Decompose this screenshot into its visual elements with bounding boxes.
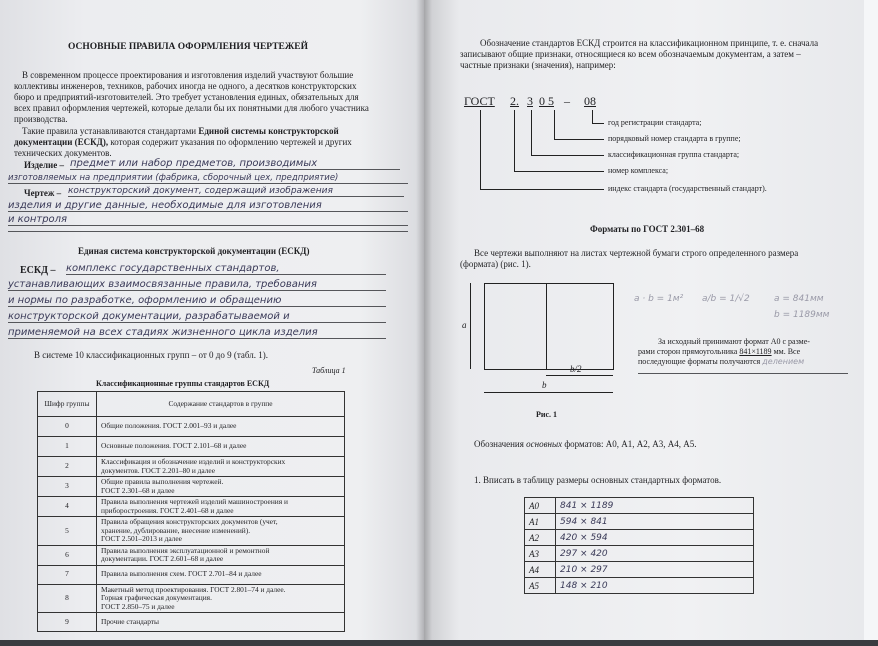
table-row: [525, 546, 754, 562]
designations-line: [474, 439, 696, 450]
text: которая содержит указания по оформлению чертежей и других: [110, 137, 352, 147]
text: технических документов.: [14, 148, 112, 158]
format-name: А0: [525, 498, 556, 514]
leader-line: [531, 110, 532, 156]
leader-line: [514, 171, 604, 172]
table-cell-text: Правила выполнения эксплуатационной и ремонтной документации. ГОСТ 2.601–68 и далее: [97, 545, 345, 565]
table-row: [38, 497, 345, 517]
text: форматов: А0, А1, А2, А3, А4, А5.: [564, 439, 697, 449]
intro-line: всех правил оформления чертежей, которые делали бы их понятными для любого участника: [14, 103, 369, 113]
dim-b-label: b: [542, 380, 547, 390]
format-size[interactable]: 148 × 210: [556, 578, 754, 594]
page-title: ОСНОВНЫЕ ПРАВИЛА ОФОРМЛЕНИЯ ЧЕРТЕЖЕЙ: [68, 42, 308, 52]
gost-part-number: 0 5: [539, 94, 554, 108]
intro-paragraph: [14, 70, 409, 125]
izdelie-handwriting: изготовляемых на предприятии (фабрика, сборочный цех, предприятие): [8, 173, 408, 184]
format-name: А2: [525, 530, 556, 546]
classes-line: В системе 10 классификационных групп – от 0 до 9 (табл. 1).: [34, 350, 269, 360]
chertezh-handwriting: изделия и другие данные, необходимые для изготовления: [8, 200, 408, 212]
table-cell-text: Прочие стандарты: [97, 613, 345, 632]
a0-paragraph: [638, 337, 858, 374]
intro-line: В современном процессе проектирования и изготовления изделий участвуют большие: [22, 70, 354, 80]
text: За исходный принимают формат А0 с разме-: [658, 337, 810, 346]
table-cell-code: 2: [38, 457, 97, 477]
dimension-line-b2: [546, 375, 613, 376]
table-row: [525, 530, 754, 546]
format-size[interactable]: 594 × 841: [556, 514, 754, 530]
table-cell-text: Общие положения. ГОСТ 2.001–93 и далее: [97, 417, 345, 437]
izdelie-handwriting: предмет или набор предметов, производимых: [70, 158, 400, 170]
text: рами сторон прямоугольника: [638, 347, 738, 356]
table-cell-code: 7: [38, 565, 97, 584]
table-cell-code: 9: [38, 613, 97, 632]
section-title: Форматы по ГОСТ 2.301–68: [590, 224, 705, 234]
table-caption: Таблица 1: [312, 366, 346, 375]
text: Все чертежи выполняют на листах чертежной бумаги строго определенного размера: [474, 248, 799, 258]
table-row: [38, 437, 345, 457]
format-size[interactable]: 210 × 297: [556, 562, 754, 578]
blank-line: [638, 367, 848, 374]
intro-line: частные признаки (значения), например:: [460, 60, 616, 70]
table-row: [38, 584, 345, 613]
table-cell-code: 0: [38, 417, 97, 437]
half-divider: [546, 283, 547, 369]
leader-line: [531, 155, 604, 156]
table-row: [38, 417, 345, 437]
left-page: [0, 0, 424, 640]
table-row: [38, 545, 345, 565]
dim-a-label: a: [462, 320, 467, 330]
hand-formula: a = 841мм: [774, 294, 824, 304]
figure-caption: Рис. 1: [536, 410, 558, 419]
gost-label: порядковый номер стандарта в группе;: [608, 134, 741, 143]
dimension-line-b: [484, 392, 613, 393]
eskd-handwriting: конструкторской документации, разрабатываемой и: [8, 311, 386, 323]
text: (формата) (рис. 1).: [460, 259, 531, 269]
table-title: Классификационные группы стандартов ЕСКД: [96, 379, 270, 388]
bold-text: документации (ЕСКД),: [14, 137, 109, 147]
dim-b2-label: b/2: [570, 364, 582, 374]
leader-line: [592, 110, 593, 124]
format-size[interactable]: 420 × 594: [556, 530, 754, 546]
eskd-handwriting: применяемой на всех стадиях жизненного цикла изделия: [8, 327, 386, 339]
intro-line: бюро и предприятий-изготовителей. Это требует установления единых, обязательных для: [14, 92, 359, 102]
gost-label: индекс стандарта (государственный стандарт).: [608, 184, 767, 193]
hand-formula: b = 1189мм: [774, 310, 830, 320]
gost-part-year: 08: [584, 94, 596, 108]
eskd-handwriting: комплекс государственных стандартов,: [66, 263, 386, 275]
eskd-handwriting: и нормы по разработке, оформлению и обращению: [8, 295, 386, 307]
gost-intro: [460, 38, 860, 71]
chertezh-handwriting: и контроля: [8, 214, 408, 226]
izdelie-label: Изделие –: [24, 160, 64, 170]
leader-line: [554, 139, 604, 140]
table-row: [525, 578, 754, 594]
a0-size: 841×1189: [739, 347, 772, 356]
table-header-row: [38, 392, 345, 417]
table-cell-text: Основные положения. ГОСТ 2.101–68 и далее: [97, 437, 345, 457]
format-name: А5: [525, 578, 556, 594]
table-cell-text: Макетный метод проектирования. ГОСТ 2.801–74 и далее. Горная графическая документация. ГОСТ 2.850–75 и далее: [97, 584, 345, 613]
format-size[interactable]: 841 × 1189: [556, 498, 754, 514]
formats-paragraph: [460, 248, 860, 270]
gost-label: номер комплекса;: [608, 166, 669, 175]
eskd-intro-paragraph: [14, 126, 409, 159]
gost-label: год регистрации стандарта;: [608, 118, 702, 127]
table-cell-text: Общие правила выполнения чертежей. ГОСТ 2.301–68 и далее: [97, 477, 345, 497]
leader-line: [554, 110, 555, 140]
blank-line: [8, 230, 408, 232]
text: мм. Все: [773, 347, 801, 356]
column-header: Содержание стандартов в группе: [97, 392, 345, 417]
gost-label: классификационная группа стандарта;: [608, 150, 740, 159]
intro-line: коллективы инженеров, техников, рабочих иногда не одного, а десятков конструкторских: [14, 81, 357, 91]
format-sheet: [484, 283, 614, 370]
table-cell-text: Правила обращения конструкторских документов (учет, хранение, дублирование, внесение изменений). ГОСТ 2.501–2013 и далее: [97, 517, 345, 546]
intro-line: производства.: [14, 114, 68, 124]
book-spine: [416, 0, 432, 640]
gost-part-index: ГОСТ: [464, 94, 495, 108]
table-row: [38, 477, 345, 497]
table-row: [38, 613, 345, 632]
gost-part-dash: –: [564, 94, 570, 108]
leader-line: [514, 110, 515, 172]
a0-handwriting: делением: [762, 357, 805, 366]
classification-table: [37, 391, 345, 632]
table-cell-text: Правила выполнения схем. ГОСТ 2.701–84 и далее: [97, 565, 345, 584]
table-cell-code: 6: [38, 545, 97, 565]
table-row: [38, 565, 345, 584]
eskd-label: ЕСКД –: [20, 265, 56, 276]
table-cell-code: 3: [38, 477, 97, 497]
leader-line: [592, 123, 604, 124]
format-name: А4: [525, 562, 556, 578]
table-row: [525, 514, 754, 530]
bold-text: Единой системы конструкторской: [198, 126, 339, 136]
section-title: Единая система конструкторской документации (ЕСКД): [78, 246, 310, 256]
task-line: 1. Вписать в таблицу размеры основных стандартных форматов.: [474, 475, 722, 485]
format-name: А3: [525, 546, 556, 562]
text: Такие правила устанавливаются стандартами: [22, 126, 197, 136]
table-row: [525, 562, 754, 578]
table-cell-code: 1: [38, 437, 97, 457]
eskd-handwriting: устанавливающих взаимосвязанные правила, требования: [8, 279, 386, 291]
column-header: Шифр группы: [38, 392, 97, 417]
text: последующие форматы получаются: [638, 357, 761, 366]
text: Обозначения: [474, 439, 524, 449]
italic-text: основных: [526, 439, 563, 449]
table-row: [525, 498, 754, 514]
hand-formula: a/b = 1/√2: [702, 294, 750, 304]
intro-line: Обозначение стандартов ЕСКД строится на классификационном принципе, т. е. сначала: [480, 38, 819, 48]
table-cell-text: Правила выполнения чертежей изделий машиностроения и приборостроения. ГОСТ 2.401–68 и далее: [97, 497, 345, 517]
gost-part-complex: 2.: [510, 94, 519, 108]
hand-formula: a · b = 1м²: [634, 294, 684, 304]
intro-line: записывают общие признаки, относящиеся ко всем обозначаемым документам, а затем –: [460, 49, 801, 59]
table-cell-code: 4: [38, 497, 97, 517]
table-row: [38, 517, 345, 546]
dimension-line-a: [470, 283, 471, 369]
table-cell-code: 5: [38, 517, 97, 546]
page-edge: [864, 0, 878, 640]
table-cell-code: 8: [38, 584, 97, 613]
chertezh-handwriting: конструкторский документ, содержащий изображения: [68, 186, 404, 197]
right-page: [424, 0, 864, 640]
gost-part-group: 3: [527, 94, 533, 108]
chertezh-label: Чертеж –: [24, 188, 62, 198]
leader-line: [480, 110, 481, 190]
formats-table: [524, 497, 754, 594]
leader-line: [480, 189, 604, 190]
format-size[interactable]: 297 × 420: [556, 546, 754, 562]
table-cell-text: Классификация и обозначение изделий и конструкторских документов. ГОСТ 2.201–80 и далее: [97, 457, 345, 477]
format-name: А1: [525, 514, 556, 530]
table-row: [38, 457, 345, 477]
